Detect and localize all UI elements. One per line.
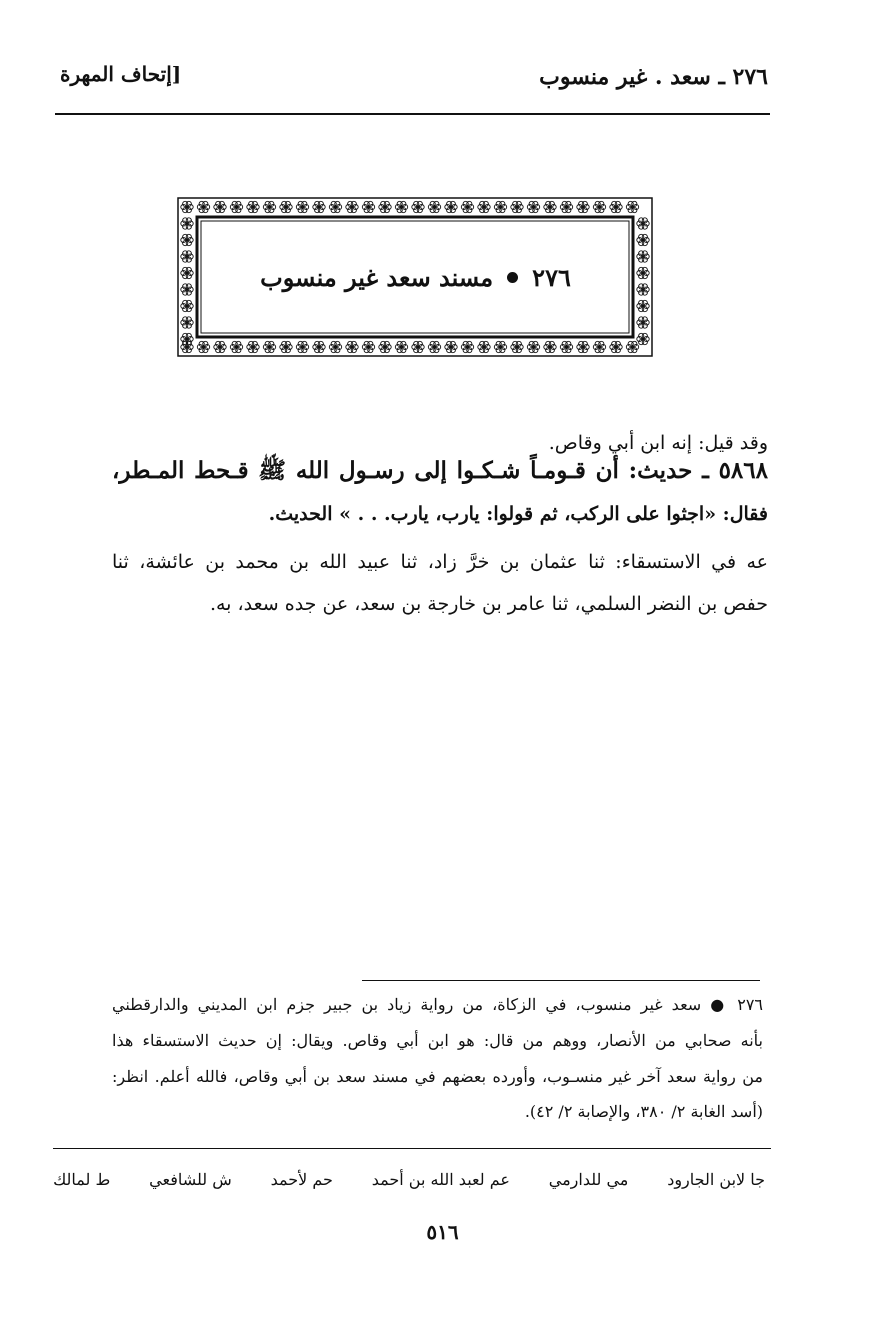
hadith-heading-line: ٥٨٦٨ ـ حديث: أن قـومـاً شـكـوا إلى رسـول الله ﷺ قـحط المـطر،	[112, 457, 768, 484]
running-header-book: [إتحاف المهرة	[60, 62, 182, 86]
body-line-1: وقد قيل: إنه ابن أبي وقاص.	[548, 432, 768, 454]
body-line-4: عه في الاستسقاء: ثنا عثمان بن خرَّ زاد، ثنا عبيد الله بن محمد بن عائشة، ثنا	[112, 551, 768, 573]
abbreviations-legend	[53, 1170, 765, 1189]
section-title-text: مسند سعد غير منسوب	[260, 262, 494, 292]
footnote-line-1: ٢٧٦ ● سعد غير منسوب، في الزكاة، من رواية زياد بن جبير جزم ابن المديني والدارقطني	[112, 995, 763, 1014]
abbreviation-item: ط لمالك	[53, 1170, 111, 1189]
section-title	[197, 247, 634, 307]
footnote-rule	[362, 980, 760, 981]
running-header-chapter: ٢٧٦ ـ سعد . غير منسوب	[539, 64, 768, 90]
abbreviation-item: جا لابن الجارود	[667, 1170, 765, 1189]
footnote-line-3: من رواية سعد آخر غير منسـوب، وأورده بعضهم في مسند سعد بن أبي وقاص، فالله أعلم. انظر:	[112, 1067, 763, 1086]
section-number: ٢٧٦	[532, 262, 571, 292]
page-number: ٥١٦	[426, 1220, 459, 1244]
header-rule	[55, 113, 770, 115]
abbreviation-item: ش للشافعي	[149, 1170, 232, 1189]
bullet-icon	[507, 272, 518, 283]
abbreviation-item: عم لعبد الله بن أحمد	[371, 1170, 510, 1189]
footnote-line-4: (أسد الغابة ٢/ ٣٨٠، والإصابة ٢/ ٤٢).	[524, 1102, 763, 1121]
body-line-5: حفص بن النضر السلمي، ثنا عامر بن خارجة بن سعد، عن جده سعد، به.	[209, 593, 768, 615]
footnote-line-2: بأنه صحابي من الأنصار، ووهم من قال: هو ابن أبي وقاص. ويقال: إن حديث الاستسقاء هذا	[112, 1031, 763, 1050]
abbreviations-rule	[53, 1148, 771, 1149]
abbreviation-item: حم لأحمد	[270, 1170, 333, 1189]
abbreviation-item: مي للدارمي	[548, 1170, 629, 1189]
body-line-3: فقال: «اجثوا على الركب، ثم قولوا: يارب، يارب. . . » الحديث.	[268, 503, 768, 525]
